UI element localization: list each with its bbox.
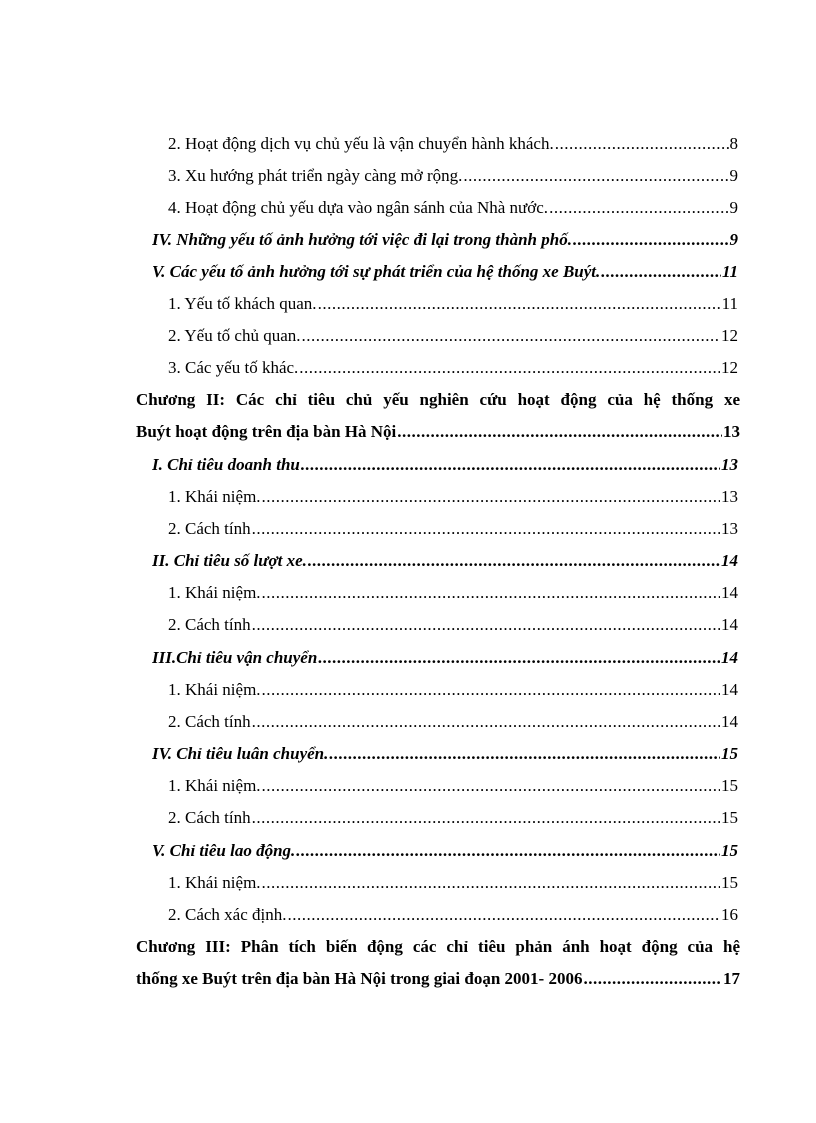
toc-entry-title: 1. Yếu tố khách quan. bbox=[168, 294, 317, 313]
toc-chapter-title: Buýt hoạt động trên địa bàn Hà Nội bbox=[136, 422, 397, 441]
toc-entry bbox=[168, 806, 738, 830]
toc-section-page: 11 bbox=[721, 262, 738, 281]
toc-entry bbox=[168, 581, 738, 605]
toc-section bbox=[152, 549, 738, 573]
toc-section bbox=[152, 646, 738, 670]
toc-entry-title: 1. Khái niệm. bbox=[168, 873, 261, 892]
toc-section-page: 9 bbox=[729, 230, 738, 249]
toc-entry-page: 14 bbox=[721, 615, 738, 634]
toc-entry-page: 13 bbox=[721, 519, 738, 538]
toc-leader-dots bbox=[262, 774, 720, 798]
toc-leader-dots bbox=[318, 646, 720, 670]
toc-section-page: 15 bbox=[721, 841, 738, 860]
toc-chapter-heading: Chương II: Các chỉ tiêu chủ yếu nghiên cứu hoạt động của hệ thống xe bbox=[136, 390, 740, 409]
toc-leader-dots bbox=[296, 839, 720, 863]
toc-leader-dots bbox=[252, 517, 720, 541]
toc-entry-title: 3. Các yếu tố khác. bbox=[168, 358, 299, 377]
toc-entry bbox=[168, 871, 738, 895]
toc-entry-title: 1. Khái niệm. bbox=[168, 487, 261, 506]
toc-entry bbox=[168, 678, 738, 702]
toc-section bbox=[152, 453, 738, 477]
toc-entry-title: 2. Hoạt động dịch vụ chủ yếu là vận chuyển hành khách. bbox=[168, 134, 554, 153]
toc-entry-title: 3. Xu hướng phát triển ngày càng mở rộng. bbox=[168, 166, 463, 185]
toc-entry-title: 1. Khái niệm. bbox=[168, 680, 261, 699]
toc-section-title: I. Chỉ tiêu doanh thu bbox=[152, 455, 300, 474]
toc-entry-title: 1. Khái niệm. bbox=[168, 776, 261, 795]
toc-section-title: III.Chỉ tiêu vận chuyển bbox=[152, 648, 318, 667]
toc-entry-page: 16 bbox=[721, 905, 738, 924]
toc-entry-page: 12 bbox=[721, 358, 738, 377]
toc-entry bbox=[168, 485, 738, 509]
toc-section bbox=[152, 228, 738, 252]
toc-section-page: 13 bbox=[721, 455, 738, 474]
toc-chapter-page: 13 bbox=[723, 422, 740, 441]
toc-leader-dots bbox=[252, 806, 720, 830]
toc-section-title: IV. Những yếu tố ảnh hưởng tới việc đi lại trong thành phố. bbox=[152, 230, 572, 249]
toc-leader-dots bbox=[302, 324, 720, 348]
toc-entry-page: 15 bbox=[721, 808, 738, 827]
toc-leader-dots bbox=[549, 196, 728, 220]
toc-entry-page: 13 bbox=[721, 487, 738, 506]
toc-entry-title: 2. Cách tính bbox=[168, 615, 251, 634]
toc-chapter bbox=[136, 420, 740, 444]
toc-leader-dots bbox=[329, 742, 720, 766]
toc-leader-dots bbox=[601, 260, 721, 284]
toc-entry bbox=[168, 196, 738, 220]
toc-section-title: V. Các yếu tố ảnh hưởng tới sự phát triển của hệ thống xe Buýt. bbox=[152, 262, 601, 281]
toc-entry-page: 14 bbox=[721, 583, 738, 602]
toc-entry-title: 2. Cách tính bbox=[168, 519, 251, 538]
toc-chapter-page: 17 bbox=[723, 969, 740, 988]
toc-section-page: 14 bbox=[721, 648, 738, 667]
toc-entry-page: 15 bbox=[721, 776, 738, 795]
toc-section-title: V. Chỉ tiêu lao động. bbox=[152, 841, 296, 860]
toc-section-page: 14 bbox=[721, 551, 738, 570]
toc-entry bbox=[168, 774, 738, 798]
toc-leader-dots bbox=[308, 549, 720, 573]
toc-leader-dots bbox=[573, 228, 729, 252]
toc-section bbox=[152, 260, 738, 284]
toc-leader-dots bbox=[288, 903, 721, 927]
toc-entry-title: 2. Cách xác định. bbox=[168, 905, 287, 924]
toc-entry-page: 9 bbox=[729, 166, 738, 185]
toc-entry-page: 12 bbox=[721, 326, 738, 345]
toc-entry bbox=[168, 292, 738, 316]
toc-entry bbox=[168, 356, 738, 380]
toc-leader-dots bbox=[463, 164, 728, 188]
toc-entry bbox=[168, 132, 738, 156]
toc-leader-dots bbox=[252, 613, 720, 637]
toc-leader-dots bbox=[397, 420, 722, 444]
toc-entry-page: 14 bbox=[721, 712, 738, 731]
toc-entry bbox=[168, 517, 738, 541]
toc-entry-page: 15 bbox=[721, 873, 738, 892]
toc-entry bbox=[168, 324, 738, 348]
toc-leader-dots bbox=[583, 967, 722, 991]
toc-section bbox=[152, 742, 738, 766]
toc-section-title: II. Chỉ tiêu số lượt xe. bbox=[152, 551, 307, 570]
toc-entry bbox=[168, 164, 738, 188]
toc-entry bbox=[168, 903, 738, 927]
toc-entry bbox=[168, 710, 738, 734]
toc-section-page: 15 bbox=[721, 744, 738, 763]
toc-chapter bbox=[136, 967, 740, 991]
toc-leader-dots bbox=[318, 292, 721, 316]
toc-leader-dots bbox=[262, 581, 720, 605]
toc-entry-title: 4. Hoạt động chủ yếu dựa vào ngân sánh của Nhà nước. bbox=[168, 198, 549, 217]
toc-entry-title: 2. Cách tính bbox=[168, 712, 251, 731]
toc-leader-dots bbox=[262, 678, 720, 702]
toc-chapter-heading: Chương III: Phân tích biến động các chỉ tiêu phản ánh hoạt động của hệ bbox=[136, 937, 740, 956]
toc-leader-dots bbox=[299, 356, 720, 380]
toc-leader-dots bbox=[262, 871, 720, 895]
toc-leader-dots bbox=[262, 485, 720, 509]
toc-leader-dots bbox=[252, 710, 720, 734]
toc-entry-title: 1. Khái niệm. bbox=[168, 583, 261, 602]
toc-entry-page: 11 bbox=[721, 294, 738, 313]
toc-chapter-title: thống xe Buýt trên địa bàn Hà Nội trong giai đoạn 2001- 2006 bbox=[136, 969, 583, 988]
toc-entry-page: 14 bbox=[721, 680, 738, 699]
toc-leader-dots bbox=[555, 132, 729, 156]
toc-entry bbox=[168, 613, 738, 637]
toc-leader-dots bbox=[301, 453, 720, 477]
toc-section-title: IV. Chỉ tiêu luân chuyển. bbox=[152, 744, 329, 763]
toc-entry-title: 2. Yếu tố chủ quan. bbox=[168, 326, 301, 345]
toc-section bbox=[152, 839, 738, 863]
toc-entry-page: 9 bbox=[729, 198, 738, 217]
toc-entry-page: 8 bbox=[729, 134, 738, 153]
toc-entry-title: 2. Cách tính bbox=[168, 808, 251, 827]
